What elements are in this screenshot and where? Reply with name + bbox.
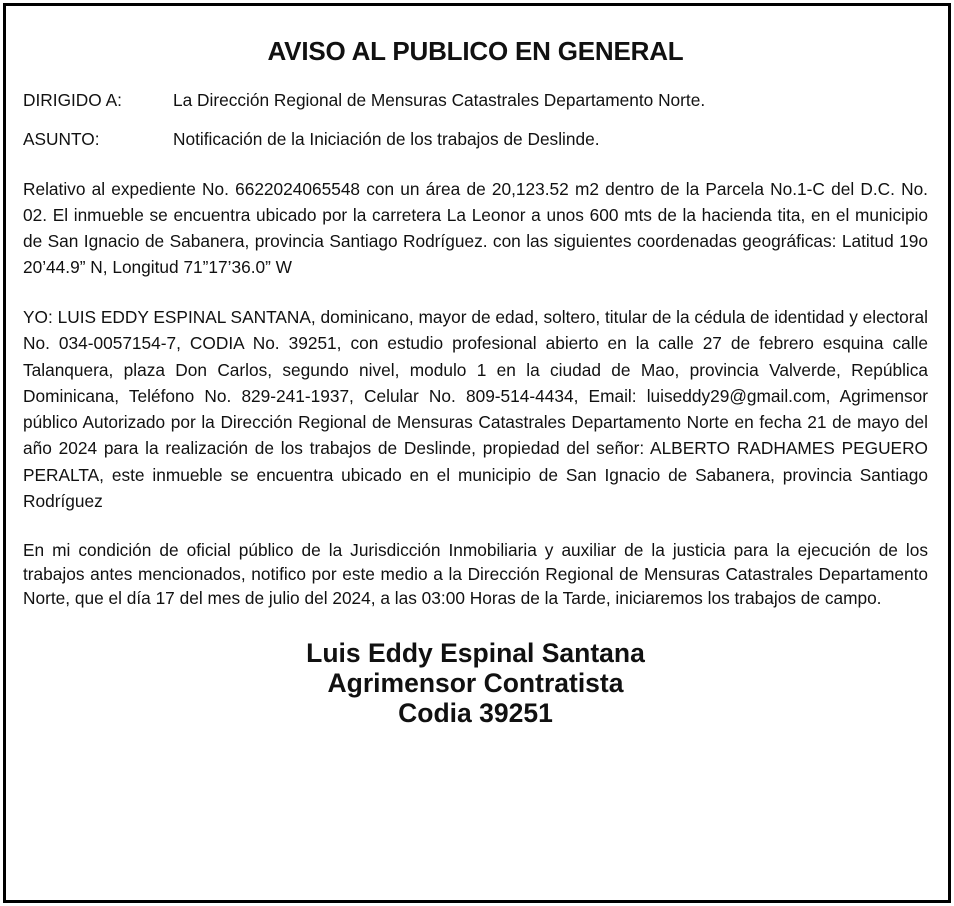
signature-block	[23, 638, 928, 728]
notice-frame	[3, 3, 951, 903]
notice-content	[23, 36, 928, 728]
paragraph-expediente: Relativo al expediente No. 6622024065548 con un área de 20,123.52 m2 dentro de la Parcela No.1-C del D.C. No. 02. El inmueble se encuentra ubicado por la carretera La Leonor a unos 600 mts de la hacienda tita, en el municipio de San Ignacio de Sabanera, provincia Santiago Rodríguez. con las siguientes coordenadas geográficas: Latitud 19o 20’44.9” N, Longitud 71”17’36.0” W	[23, 179, 928, 277]
signature-name: Luis Eddy Espinal Santana	[306, 638, 645, 669]
asunto-row	[23, 128, 928, 150]
paragraph-agrimensor: YO: LUIS EDDY ESPINAL SANTANA, dominicano, mayor de edad, soltero, titular de la cédula de identidad y electoral No. 034-0057154-7, CODIA No. 39251, con estudio profesional abierto en la calle 27 de febrero esquina calle Talanquera, plaza Don Carlos, segundo nivel, modulo 1 en la ciudad de Mao, provincia Valverde, República Dominicana, Teléfono No. 829-241-1937, Celular No. 809-514-4434, Email: luiseddy29@gmail.com, Agrimensor público Autorizado por la Dirección Regional de Mensuras Catastrales Departamento Norte en fecha 21 de mayo del año 2024 para la realización de los trabajos de Deslinde, propiedad del señor: ALBERTO RADHAMES PEGUERO PERALTA, este inmueble se encuentra ubicado en el municipio de San Ignacio de Sabanera, provincia Santiago Rodríguez	[23, 307, 928, 512]
dirigido-label: DIRIGIDO A:	[23, 90, 122, 110]
asunto-label: ASUNTO:	[23, 129, 100, 149]
signature-codia: Codia 39251	[398, 698, 553, 729]
paragraph-notificacion: En mi condición de oficial público de la Jurisdicción Inmobiliaria y auxiliar de la justicia para la ejecución de los trabajos antes mencionados, notifico por este medio a la Dirección Regional de Mensuras Catastrales Departamento Norte, que el día 17 del mes de julio del 2024, a las 03:00 Horas de la Tarde, iniciaremos los trabajos de campo.	[23, 540, 928, 609]
signature-role: Agrimensor Contratista	[327, 668, 624, 699]
asunto-value: Notificación de la Iniciación de los trabajos de Deslinde.	[173, 129, 600, 149]
dirigido-row	[23, 89, 928, 111]
dirigido-value: La Dirección Regional de Mensuras Catastrales Departamento Norte.	[173, 90, 706, 110]
notice-title: AVISO AL PUBLICO EN GENERAL	[267, 36, 684, 66]
